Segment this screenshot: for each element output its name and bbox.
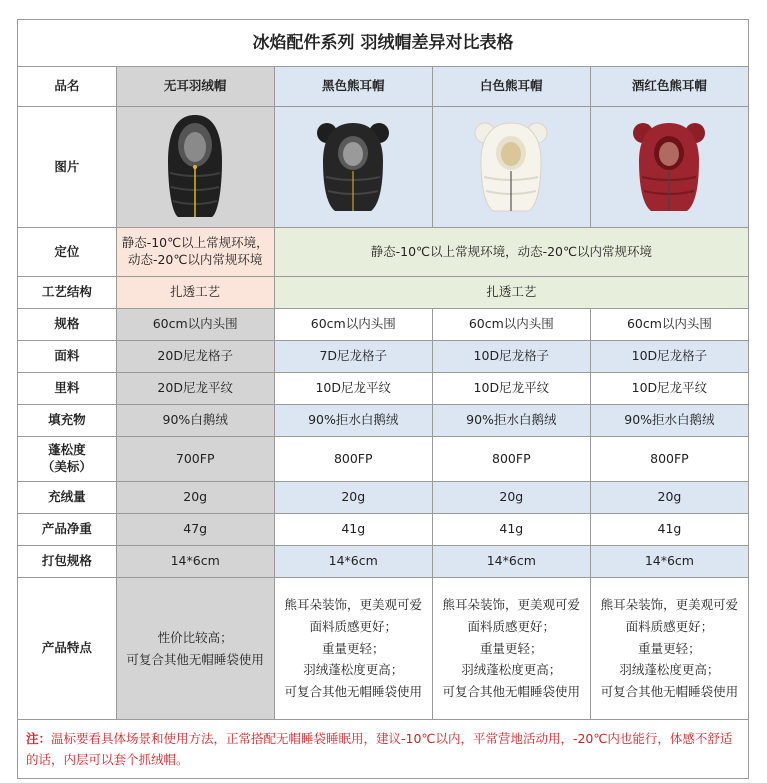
loft-black-bear: 800FP xyxy=(274,437,432,482)
features-black-bear xyxy=(274,578,432,720)
position-earless-line1: 静态-10℃以上常规环境， xyxy=(121,235,269,251)
fill-weight-earless: 20g xyxy=(116,482,274,514)
image-row xyxy=(18,107,749,228)
feature-line: 羽绒蓬松度更高； xyxy=(619,662,720,678)
spec-red-bear: 60cm以内头围 xyxy=(590,309,748,341)
comparison-table xyxy=(17,19,749,779)
wine-red-bear-ear-hood-icon xyxy=(629,117,709,217)
pack-earless: 14*6cm xyxy=(116,546,274,578)
label-position: 定位 xyxy=(18,228,117,277)
feature-line: 重量更轻； xyxy=(321,640,385,656)
product-name-black-bear: 黑色熊耳帽 xyxy=(274,67,432,107)
title-row xyxy=(18,20,749,67)
label-fabric: 面料 xyxy=(18,341,117,373)
feature-line: 可复合其他无帽睡袋使用 xyxy=(442,684,581,700)
spec-white-bear: 60cm以内头围 xyxy=(432,309,590,341)
craft-row xyxy=(18,277,749,309)
image-cell-white-bear xyxy=(432,107,590,228)
net-weight-row xyxy=(18,514,749,546)
fabric-white-bear: 10D尼龙格子 xyxy=(432,341,590,373)
product-name-red-bear: 酒红色熊耳帽 xyxy=(590,67,748,107)
lining-earless: 20D尼龙平纹 xyxy=(116,373,274,405)
black-earless-hood-icon xyxy=(160,111,230,223)
features-earless xyxy=(116,578,274,720)
footnote-prefix: 注： xyxy=(26,730,52,746)
pack-red-bear: 14*6cm xyxy=(590,546,748,578)
footnote-text: 温标要看具体场景和使用方法，正常搭配无帽睡袋睡眠用，建议-10℃以内，平常营地活动用，-20℃内也能行，体感不舒适的话，内层可以套个抓绒帽。 xyxy=(26,730,733,767)
image-cell-earless xyxy=(116,107,274,228)
feature-line: 重量更轻； xyxy=(638,640,701,656)
feature-line: 面料质感更好； xyxy=(625,618,714,634)
comparison-sheet xyxy=(17,19,749,779)
label-net-weight: 产品净重 xyxy=(18,514,117,546)
filling-black-bear: 90%拒水白鹅绒 xyxy=(274,405,432,437)
white-bear-ear-hood-icon xyxy=(471,117,551,217)
feature-line: 重量更轻； xyxy=(480,640,543,656)
spec-black-bear: 60cm以内头围 xyxy=(274,309,432,341)
lining-white-bear: 10D尼龙平纹 xyxy=(432,373,590,405)
name-row xyxy=(18,67,749,107)
position-row xyxy=(18,228,749,277)
net-weight-white-bear: 41g xyxy=(432,514,590,546)
fabric-red-bear: 10D尼龙格子 xyxy=(590,341,748,373)
label-fill-weight: 充绒量 xyxy=(18,482,117,514)
lining-row xyxy=(18,373,749,405)
features-row xyxy=(18,578,749,720)
net-weight-earless: 47g xyxy=(116,514,274,546)
fill-weight-row xyxy=(18,482,749,514)
feature-line: 羽绒蓬松度更高； xyxy=(303,662,404,678)
filling-white-bear: 90%拒水白鹅绒 xyxy=(432,405,590,437)
craft-earless: 扎透工艺 xyxy=(116,277,274,309)
position-earless xyxy=(116,228,274,277)
features-red-bear xyxy=(590,578,748,720)
label-name: 品名 xyxy=(18,67,117,107)
loft-row xyxy=(18,437,749,482)
label-loft-standard: （美标） xyxy=(41,459,92,474)
filling-row xyxy=(18,405,749,437)
feature-line: 可复合其他无帽睡袋使用 xyxy=(284,684,422,700)
feature-line: 可复合其他无帽睡袋使用 xyxy=(600,684,739,700)
label-image: 图片 xyxy=(18,107,117,228)
net-weight-red-bear: 41g xyxy=(590,514,748,546)
image-cell-black-bear xyxy=(274,107,432,228)
footnote xyxy=(18,720,749,779)
feature-line: 熊耳朵装饰，更美观可爱 xyxy=(284,596,422,612)
filling-earless: 90%白鹅绒 xyxy=(116,405,274,437)
features-white-bear xyxy=(432,578,590,720)
label-spec: 规格 xyxy=(18,309,117,341)
lining-black-bear: 10D尼龙平纹 xyxy=(274,373,432,405)
loft-earless: 700FP xyxy=(116,437,274,482)
table-title: 冰焰配件系列 羽绒帽差异对比表格 xyxy=(18,20,749,67)
feature-line: 羽绒蓬松度更高； xyxy=(461,662,562,678)
spec-row xyxy=(18,309,749,341)
pack-white-bear: 14*6cm xyxy=(432,546,590,578)
feature-line: 性价比较高； xyxy=(157,629,233,645)
fabric-earless: 20D尼龙格子 xyxy=(116,341,274,373)
label-lining: 里料 xyxy=(18,373,117,405)
label-loft-main: 蓬松度 xyxy=(48,442,86,458)
feature-line: 熊耳朵装饰，更美观可爱 xyxy=(442,596,581,612)
label-loft xyxy=(18,437,117,482)
black-bear-ear-hood-icon xyxy=(313,117,393,217)
pack-row xyxy=(18,546,749,578)
craft-bear-hoods: 扎透工艺 xyxy=(274,277,748,309)
note-row xyxy=(18,720,749,779)
feature-line: 面料质感更好； xyxy=(467,618,556,634)
position-bear-hoods: 静态-10℃以上常规环境，动态-20℃以内常规环境 xyxy=(274,228,748,277)
feature-line: 熊耳朵装饰，更美观可爱 xyxy=(600,596,739,612)
net-weight-black-bear: 41g xyxy=(274,514,432,546)
fill-weight-white-bear: 20g xyxy=(432,482,590,514)
loft-red-bear: 800FP xyxy=(590,437,748,482)
lining-red-bear: 10D尼龙平纹 xyxy=(590,373,748,405)
spec-earless: 60cm以内头围 xyxy=(116,309,274,341)
position-earless-line2: 动态-20℃以内常规环境 xyxy=(127,252,263,267)
label-features: 产品特点 xyxy=(18,578,117,720)
label-pack: 打包规格 xyxy=(18,546,117,578)
product-name-earless: 无耳羽绒帽 xyxy=(116,67,274,107)
image-cell-red-bear xyxy=(590,107,748,228)
fill-weight-black-bear: 20g xyxy=(274,482,432,514)
fabric-black-bear: 7D尼龙格子 xyxy=(274,341,432,373)
loft-white-bear: 800FP xyxy=(432,437,590,482)
label-craft: 工艺结构 xyxy=(18,277,117,309)
fill-weight-red-bear: 20g xyxy=(590,482,748,514)
filling-red-bear: 90%拒水白鹅绒 xyxy=(590,405,748,437)
pack-black-bear: 14*6cm xyxy=(274,546,432,578)
product-name-white-bear: 白色熊耳帽 xyxy=(432,67,590,107)
label-filling: 填充物 xyxy=(18,405,117,437)
feature-line: 可复合其他无帽睡袋使用 xyxy=(126,651,264,667)
feature-line: 面料质感更好； xyxy=(309,618,397,634)
fabric-row xyxy=(18,341,749,373)
